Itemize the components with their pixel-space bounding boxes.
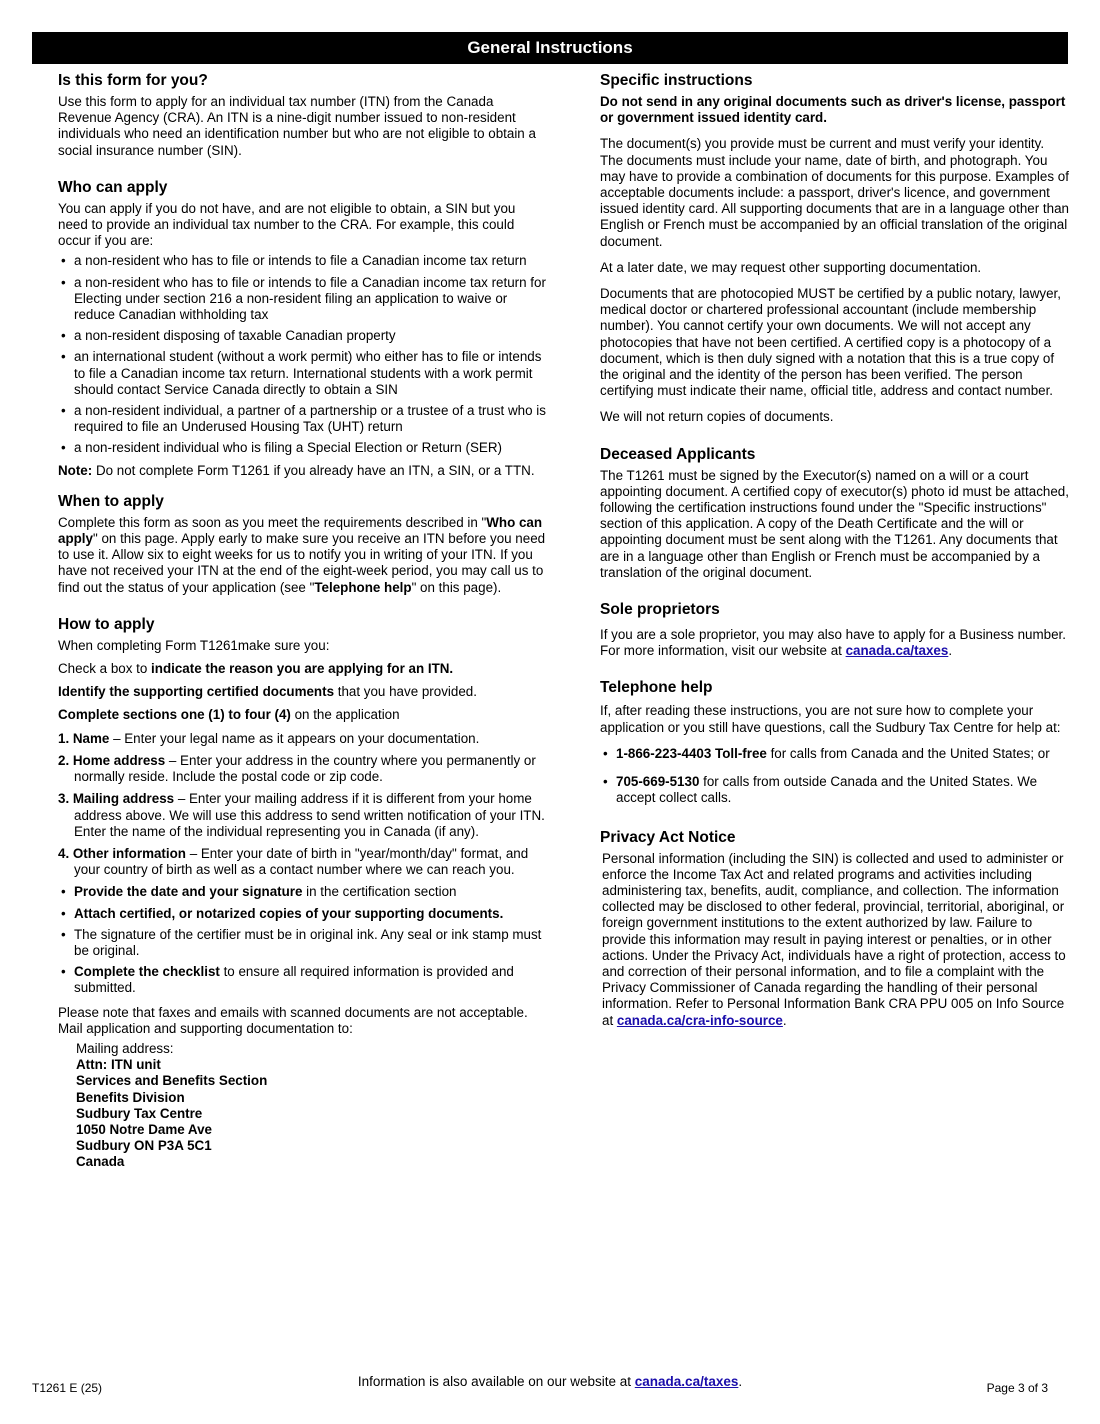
address-line: 1050 Notre Dame Ave: [76, 1121, 212, 1137]
step-label: 3. Mailing address: [58, 791, 175, 807]
address-line: Benefits Division: [76, 1089, 185, 1105]
section-who-can-apply: [58, 179, 548, 479]
paragraph: [58, 684, 548, 700]
submission-list: [58, 884, 548, 996]
section-when-to-apply: [58, 493, 548, 596]
step-text: – Enter your address in the country where you permanently or normally reside. Include the postal code or zip code.: [74, 752, 536, 785]
paragraph: [58, 707, 548, 723]
list-item: • a non-resident who has to file or intends to file a Canadian income tax return for Electing under section 216 a non-resident filing an application to waive or reduce Canadian withholding tax: [58, 275, 548, 324]
step-item: [58, 846, 548, 878]
bold-text: Attach certified, or notarized copies of your supporting documents.: [74, 905, 504, 921]
text: " on this page. Apply early to make sure you receive an ITN before you need to use it. Allow six to eight weeks for us to notify you in writing of your ITN. If you have not received your ITN at the end of the eight-week period, you may call us to find out the status of your application (see ": [58, 531, 546, 595]
step-item: [58, 791, 548, 840]
warning-text: Do not send in any original documents such as driver's license, passport or government issued identity card.: [600, 94, 1066, 126]
note: [58, 463, 548, 479]
section-title: Who can apply: [58, 178, 168, 196]
phone-number: 1-866-223-4403 Toll-free: [616, 745, 767, 761]
list-item: [600, 774, 1070, 806]
paragraph: Please note that faxes and emails with scanned documents are not acceptable. Mail application and supporting documentation to:: [58, 1004, 528, 1036]
text: Check a box to: [58, 661, 152, 677]
bold-text: Telephone help: [314, 579, 412, 595]
footer-taxes-link[interactable]: canada.ca/taxes: [634, 1374, 739, 1389]
list-item: • a non-resident disposing of taxable Canadian property: [58, 328, 548, 344]
banner-title: General Instructions: [467, 38, 633, 57]
paragraph: Documents that are photocopied MUST be certified by a public notary, lawyer, medical doctor or chartered professional accountant (include membership number). You cannot certify your own documents. We will not accept any photocopies that have not been certified. A certified copy is a photocopy of a document, which is then duly signed with a notation that this is a true copy of the original and the identity of the person has been verified. The person certifying must indicate their name, official title, address and contact number.: [600, 286, 1061, 399]
section-privacy-act-notice: [600, 829, 1070, 1029]
paragraph: We will not return copies of documents.: [600, 409, 834, 425]
paragraph: [600, 627, 1070, 659]
text: that you have provided.: [334, 684, 477, 700]
bold-text: Who can apply: [58, 514, 543, 547]
bold-text: Provide the date and your signature: [74, 884, 303, 900]
paragraph: [600, 851, 1070, 1029]
list-item: • The signature of the certifier must be in original ink. Any seal or ink stamp must be original.: [58, 927, 548, 959]
text: .: [782, 1012, 787, 1028]
list-item: • a non-resident individual, a partner of a partnership or a trustee of a trust who is required to file an Underused Housing Tax (UHT) return: [58, 403, 548, 435]
paragraph: [58, 661, 548, 677]
note-label: Note:: [58, 462, 93, 478]
bold-text: Identify the supporting certified documents: [58, 684, 335, 700]
text: Complete this form as soon as you meet the requirements described in ": [58, 514, 487, 530]
text: to ensure all required information is provided and submitted.: [74, 964, 514, 996]
address-line: Services and Benefits Section: [76, 1073, 268, 1089]
step-text: – Enter your legal name as it appears on your documentation.: [109, 730, 480, 746]
text: .: [948, 643, 953, 659]
bold-text: Complete the checklist: [74, 964, 220, 980]
list-item: [58, 906, 548, 922]
text: .: [738, 1374, 743, 1389]
step-label: 2. Home address: [58, 752, 166, 768]
note-text: Do not complete Form T1261 if you already have an ITN, a SIN, or a TTN.: [92, 462, 535, 478]
text: for calls from outside Canada and the United States. We accept collect calls.: [616, 774, 1038, 806]
paragraph: The document(s) you provide must be current and must verify your identity. The documents must include your name, date of birth, and photograph. You may have to provide a combination of documents for this purpose. Examples of acceptable documents include: a passport, driver's licence, and government issued identity card. All supporting documents that are in a language other than English or French must be accompanied by an official translation of the original document.: [600, 136, 1069, 249]
step-text: – Enter your date of birth in "year/month/day" format, and your country of birth as well as a contact number where we can reach you.: [74, 845, 529, 878]
section-specific-instructions: [600, 72, 1070, 426]
info-source-link[interactable]: canada.ca/cra-info-source: [616, 1012, 783, 1028]
section-title: How to apply: [58, 615, 155, 633]
left-column: [58, 72, 548, 1191]
section-sole-proprietors: [600, 601, 1070, 659]
text: in the certification section: [302, 884, 457, 900]
text: If you are a sole proprietor, you may also have to apply for a Business number. For more information, visit our website at: [600, 627, 1066, 659]
bold-text: Complete sections one (1) to four (4): [58, 707, 291, 723]
address-line: Sudbury ON P3A 5C1: [76, 1138, 212, 1154]
phone-list: [600, 746, 1070, 807]
address-line: Canada: [76, 1154, 125, 1170]
text: Information is also available on our website at: [357, 1374, 635, 1389]
footer-info: [0, 1374, 1100, 1390]
section-title: Privacy Act Notice: [600, 828, 736, 846]
section-telephone-help: [600, 679, 1070, 806]
section-title: When to apply: [58, 492, 164, 510]
text: " on this page).: [411, 579, 502, 595]
section-how-to-apply: [58, 616, 548, 1171]
section-deceased-applicants: [600, 446, 1070, 581]
paragraph: When completing Form T1261make sure you:: [58, 637, 330, 653]
paragraph: The T1261 must be signed by the Executor(s) named on a will or a court appointing document. A certified copy of executor(s) photo id must be attached, following the certification instructions found under the "Specific instructions" section of this application. A copy of the Death Certificate and the will or appointing document must be sent along with the T1261. Any documents that are in a language other than English or French must be accompanied by a translation of the original document.: [600, 467, 1069, 580]
text: on the application: [290, 707, 400, 723]
form-id: T1261 E (25): [32, 1381, 103, 1395]
steps-list: [58, 731, 548, 879]
text: for calls from Canada and the United States; or: [766, 745, 1050, 761]
section-title: Sole proprietors: [600, 601, 720, 619]
section-title: Deceased Applicants: [600, 445, 756, 463]
step-label: 1. Name: [58, 730, 110, 746]
paragraph: [58, 515, 548, 596]
paragraph: At a later date, we may request other supporting documentation.: [600, 259, 982, 275]
mailing-address: [58, 1041, 548, 1171]
step-item: [58, 753, 548, 785]
eligibility-list: [58, 253, 548, 456]
bold-text: indicate the reason you are applying for an ITN.: [151, 661, 454, 677]
list-item: [58, 964, 548, 996]
address-label: Mailing address:: [76, 1040, 174, 1056]
phone-number: 705-669-5130: [616, 774, 700, 790]
step-text: – Enter your mailing address if it is different from your home address above. We will use this address to send written notification of your ITN. Enter the name of the individual representing you in Canada (if any).: [74, 791, 545, 839]
text: Personal information (including the SIN) is collected and used to administer or enforce the Income Tax Act and related programs and activities including administering tax, benefits, audit, compliance, and collection. The information collected may be disclosed to other federal, provincial, territorial, aboriginal, or foreign government institutions to the extent authorized by law. Failure to provide this information may result in paying interest or penalties, or in other actions. Under the Privacy Act, individuals have a right of protection, access to and correction of their personal information, and to file a complaint with the Privacy Commissioner of Canada regarding the handling of their personal information. Refer to Personal Information Bank CRA PPU 005 on Info Source at: [602, 850, 1066, 1028]
paragraph: You can apply if you do not have, and are not eligible to obtain, a SIN but you need to provide an individual tax number to the CRA. For example, this could occur if you are:: [58, 200, 516, 249]
page-banner: [32, 32, 1068, 64]
section-is-this-form-for-you: [58, 72, 548, 159]
taxes-link[interactable]: canada.ca/taxes: [845, 643, 949, 659]
address-line: Attn: ITN unit: [76, 1057, 161, 1073]
section-title: Specific instructions: [600, 72, 753, 89]
list-item: [600, 746, 1070, 762]
paragraph: If, after reading these instructions, you are not sure how to complete your application or you still have questions, call the Sudbury Tax Centre for help at:: [600, 703, 1061, 735]
list-item: • a non-resident who has to file or intends to file a Canadian income tax return: [58, 253, 548, 269]
list-item: • a non-resident individual who is filing a Special Election or Return (SER): [58, 440, 548, 456]
section-title: Telephone help: [600, 679, 713, 697]
step-label: 4. Other information: [58, 845, 186, 861]
list-item: [58, 884, 548, 900]
step-item: [58, 731, 548, 747]
page-number: Page 3 of 3: [986, 1381, 1048, 1395]
paragraph: Use this form to apply for an individual tax number (ITN) from the Canada Revenue Agency (CRA). An ITN is a nine-digit number issued to non-resident individuals who need an identification number but who are not eligible to obtain a social insurance number (SIN).: [58, 94, 536, 158]
section-title: Is this form for you?: [58, 72, 208, 89]
right-column: [600, 72, 1070, 1049]
list-item: • an international student (without a work permit) who either has to file or intends to file a Canadian income tax return. International students with a work permit should contact Service Canada directly to obtain a SIN: [58, 349, 548, 398]
address-line: Sudbury Tax Centre: [76, 1105, 203, 1121]
